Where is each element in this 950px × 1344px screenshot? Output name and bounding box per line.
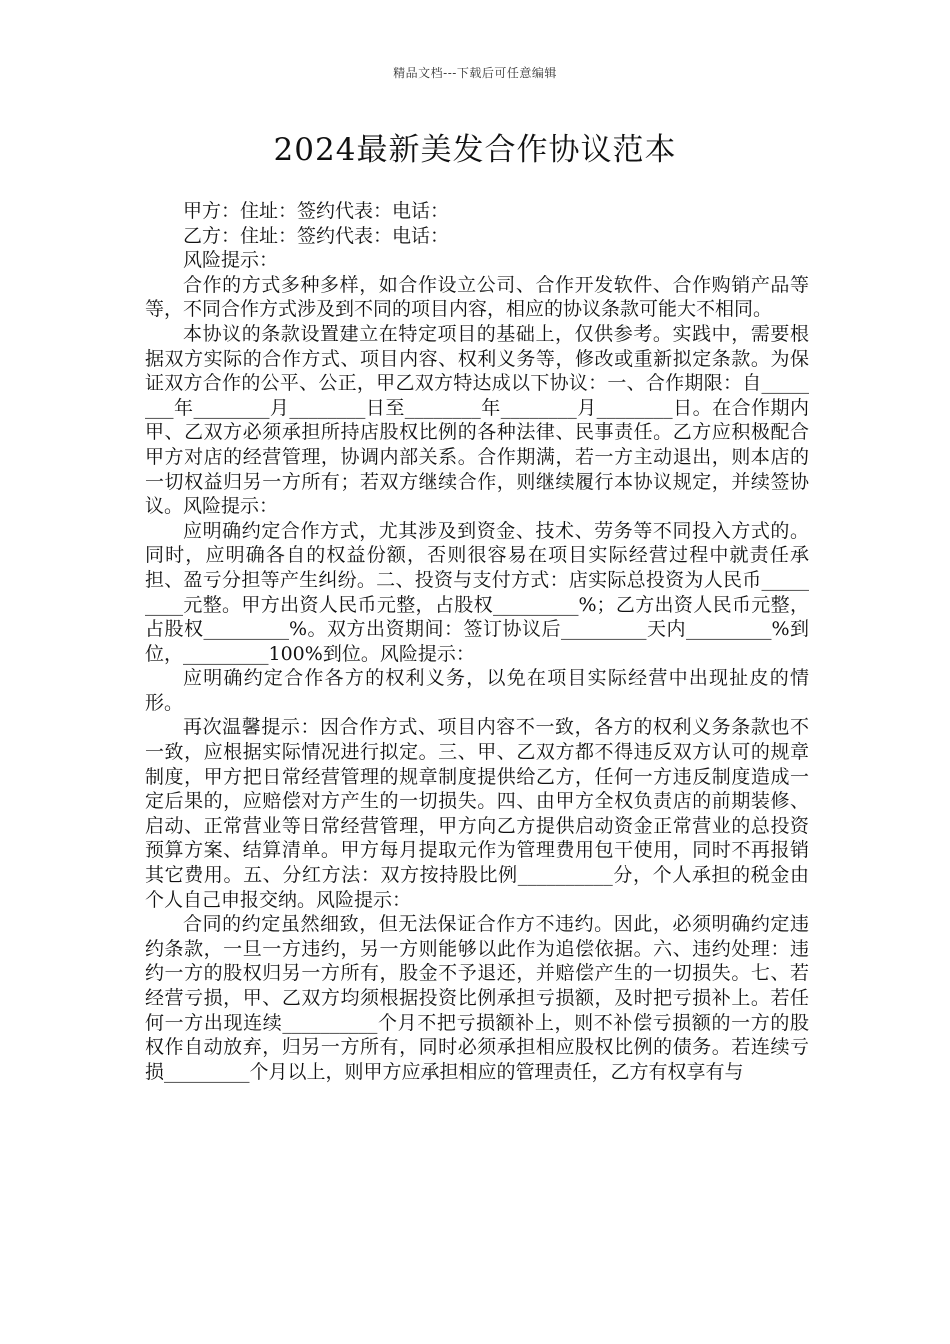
page-header: 精品文档---下载后可任意编辑	[393, 66, 557, 80]
paragraph-party-a: 甲方：住址：签约代表：电话：	[183, 200, 450, 222]
paragraph: 合作的方式多种多样，如合作设立公司、合作开发软件、合作购销产品等等，不同合作方式涉及到不同的项目内容，相应的协议条款可能大不相同。	[145, 273, 809, 321]
paragraph: 合同的约定虽然细致，但无法保证合作方不违约。因此，必须明确约定违约条款，一旦一方违约，另一方则能够以此作为追偿依据。六、违约处理：违约一方的股权归另一方所有，股金不予退还，并赔偿产生的一切损失。七、若经营亏损，甲、乙双方均须根据投资比例承担亏损额，及时把亏损补上。若任何一方出现连续__________个月不把亏损额补上，则不补偿亏损额的一方的股权作自动放弃，归另一方所有，同时必须承担相应股权比例的债务。若连续亏损_________个月以上，则甲方应承担相应的管理责任，乙方有权享有与	[145, 913, 809, 1083]
document-title: 2024最新美发合作协议范本	[273, 132, 677, 168]
paragraph: 再次温馨提示：因合作方式、项目内容不一致，各方的权利义务条款也不一致，应根据实际情况进行拟定。三、甲、乙双方都不得违反双方认可的规章制度，甲方把日常经营管理的规章制度提供给乙方，任何一方违反制度造成一定后果的，应赔偿对方产生的一切损失。四、由甲方全权负责店的前期装修、启动、正常营业等日常经营管理，甲方向乙方提供启动资金正常营业的总投资预算方案、结算清单。甲方每月提取元作为管理费用包干使用，同时不再报销其它费用。五、分红方法：双方按持股比例__________分，个人承担的税金由个人自己申报交纳。风险提示：	[145, 716, 809, 911]
document-body	[145, 199, 809, 1084]
paragraph: 应明确约定合作方式，尤其涉及到资金、技术、劳务等不同投入方式的。同时，应明确各自的权益份额，否则很容易在项目实际经营过程中就责任承担、盈亏分担等产生纠纷。二、投资与支付方式：店实际总投资为人民币_________元整。甲方出资人民币元整，占股权_________%；乙方出资人民币元整，占股权_________%。双方出资期间：签订协议后_________天内_________%到位，_________100%到位。风险提示：	[145, 519, 809, 665]
paragraph: 应明确约定合作各方的权利义务，以免在项目实际经营中出现扯皮的情形。	[145, 667, 809, 714]
paragraph: 本协议的条款设置建立在特定项目的基础上，仅供参考。实践中，需要根据双方实际的合作方式、项目内容、权利义务等，修改或重新拟定条款。为保证双方合作的公平、公正，甲乙双方特达成以下协议：一、合作期限：自________年________月________日至________年________月________日。在合作期内甲、乙双方必须承担所持店股权比例的各种法律、民事责任。乙方应积极配合甲方对店的经营管理，协调内部关系。合作期满，若一方主动退出，则本店的一切权益归另一方所有；若双方继续合作，则继续履行本协议规定，并续签协议。风险提示：	[145, 322, 809, 518]
paragraph-risk-notice: 风险提示：	[183, 249, 279, 272]
paragraph-party-b: 乙方：住址：签约代表：电话：	[183, 224, 450, 247]
